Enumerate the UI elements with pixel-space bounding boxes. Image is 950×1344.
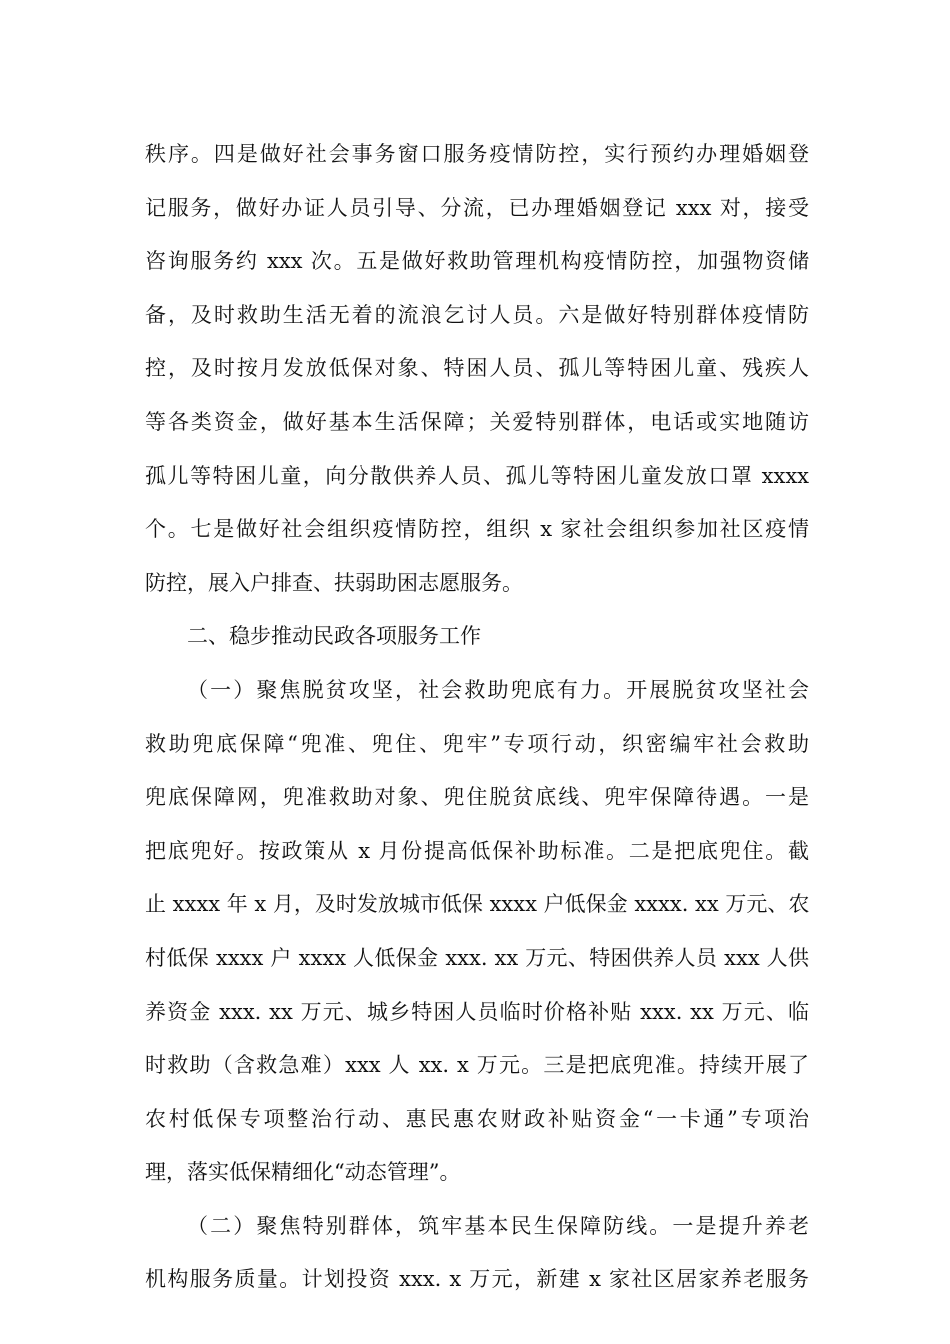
text-line: 二、稳步推动民政各项服务工作: [187, 624, 481, 649]
text-line: 备，及时救助生活无着的流浪乞讨人员。六是做好特别群体疫情防: [145, 302, 809, 327]
text-line: 记服务，做好办证人员引导、分流，已办理婚姻登记 xxx 对，接受: [145, 195, 809, 220]
text-line: 咨询服务约 xxx 次。五是做好救助管理机构疫情防控，加强物资储: [145, 249, 809, 274]
text-line: 兜底保障网，兜准救助对象、兜住脱贫底线、兜牢保障待遇。一是: [145, 785, 809, 810]
text-line: 养资金 xxx. xx 万元、城乡特困人员临时价格补贴 xxx. xx 万元、临: [145, 999, 809, 1024]
text-line: 控，及时按月发放低保对象、特困人员、孤儿等特困儿童、残疾人: [145, 356, 809, 381]
text-line: 村低保 xxxx 户 xxxx 人低保金 xxx. xx 万元、特困供养人员 xxx 人供: [145, 945, 809, 970]
text-line: 机构服务质量。计划投资 xxx. x 万元，新建 x 家社区居家养老服务: [145, 1267, 809, 1292]
text-line: 等各类资金，做好基本生活保障；关爱特别群体，电话或实地随访: [145, 409, 809, 434]
text-line: 秩序。四是做好社会事务窗口服务疫情防控，实行预约办理婚姻登: [145, 142, 809, 166]
text-line: 时救助（含救急难）xxx 人 xx. x 万元。三是把底兜准。持续开展了: [145, 1053, 809, 1078]
text-line: 孤儿等特困儿童，向分散供养人员、孤儿等特困儿童发放口罩 xxxx: [145, 463, 809, 488]
text-line: 防控，展入户排查、扶弱助困志愿服务。: [145, 570, 523, 595]
text-line: 把底兜好。按政策从 x 月份提高低保补助标准。二是把底兜住。截: [145, 838, 809, 863]
text-line: （一）聚焦脱贫攻坚，社会救助兜底有力。开展脱贫攻坚社会: [187, 677, 809, 702]
text-line: 止 xxxx 年 x 月，及时发放城市低保 xxxx 户低保金 xxxx. xx 万元、农: [145, 892, 809, 917]
text-line: 农村低保专项整治行动、惠民惠农财政补贴资金“一卡通”专项治: [145, 1106, 809, 1131]
text-line: 理，落实低保精细化“动态管理”。: [145, 1160, 461, 1185]
text-line: 个。七是做好社会组织疫情防控，组织 x 家社会组织参加社区疫情: [145, 517, 809, 542]
text-line: 救助兜底保障“兜准、兜住、兜牢”专项行动，织密编牢社会救助: [145, 731, 809, 756]
document-body: [145, 128, 809, 1307]
text-line: （二）聚焦特别群体，筑牢基本民生保障防线。一是提升养老: [187, 1213, 809, 1238]
